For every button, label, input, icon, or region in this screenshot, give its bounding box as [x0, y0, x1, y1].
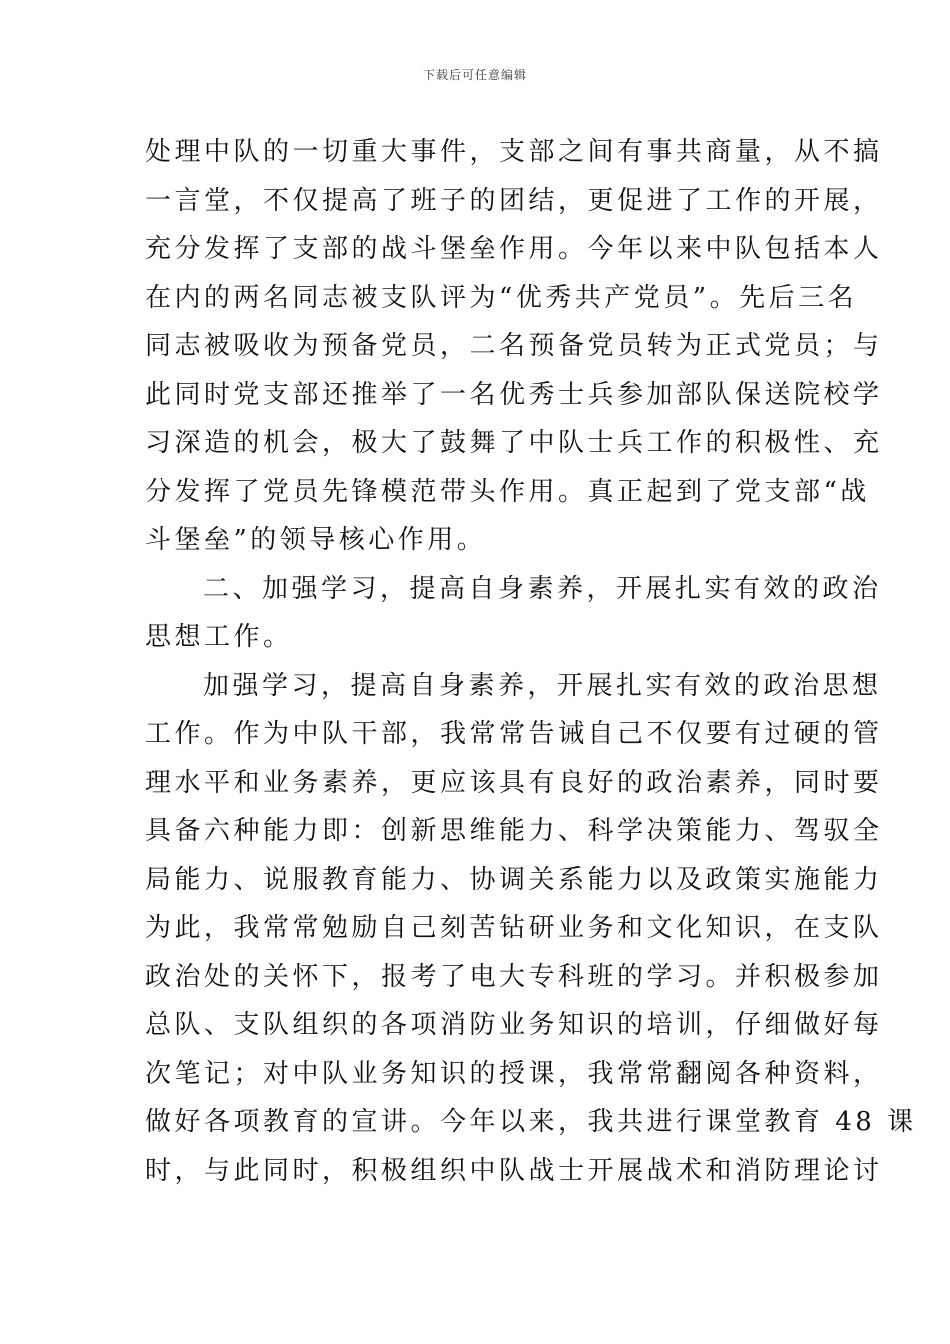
paragraph-3 — [145, 662, 917, 1196]
text-line: 加强学习，提高自身素养，开展扎实有效的政治思想 — [203, 670, 882, 701]
text-line: 习深造的机会，极大了鼓舞了中队士兵工作的积极性、充 — [145, 428, 883, 458]
text-line: 工作。作为中队干部，我常常告诫自己不仅要有过硬的管 — [145, 719, 883, 749]
text-line: 此同时党支部还推举了一名优秀士兵参加部队保送院校学 — [145, 379, 883, 410]
text-line: 总队、支队组织的各项消防业务知识的培训，仔细做好每 — [145, 1010, 883, 1040]
paragraph-2 — [145, 565, 882, 662]
page-header: 下载后可任意编辑 — [422, 68, 527, 82]
text-line: 政治处的关怀下，报考了电大专科班的学习。并积极参加 — [145, 961, 883, 992]
text-line: 思想工作。 — [145, 622, 293, 652]
text-line: 理水平和业务素养，更应该具有良好的政治素养，同时要 — [145, 767, 883, 798]
text-line: 斗堡垒”的领导核心作用。 — [145, 525, 487, 555]
text-line: 处理中队的一切重大事件，支部之间有事共商量，从不搞 — [145, 137, 883, 167]
text-line: 时，与此同时，积极组织中队战士开展战术和消防理论讨 — [145, 1155, 883, 1186]
text-line: 分发挥了党员先锋模范带头作用。真正起到了党支部“战 — [145, 476, 870, 507]
text-line: 充分发挥了支部的战斗堡垒作用。今年以来中队包括本人 — [145, 234, 883, 264]
text-line: 同志被吸收为预备党员，二名预备党员转为正式党员；与 — [145, 331, 883, 361]
text-line: 具备六种能力即：创新思维能力、科学决策能力、驾驭全 — [145, 816, 883, 846]
text-line: 做好各项教育的宣讲。今年以来，我共进行课堂教育 48 课 — [145, 1107, 917, 1137]
text-line: 局能力、说服教育能力、协调关系能力以及政策实施能力 — [145, 864, 883, 895]
text-line: 一言堂，不仅提高了班子的团结，更促进了工作的开展， — [145, 185, 883, 216]
document-body — [145, 128, 917, 1195]
text-line: 为此，我常常勉励自己刻苦钻研业务和文化知识，在支队 — [145, 913, 883, 943]
text-line: 在内的两名同志被支队评为“优秀共产党员”。先后三名 — [145, 282, 858, 313]
text-line: 二、加强学习，提高自身素养，开展扎实有效的政治 — [203, 573, 882, 604]
paragraph-1 — [145, 128, 883, 565]
text-line: 次笔记；对中队业务知识的授课，我常常翻阅各种资料， — [145, 1058, 883, 1089]
